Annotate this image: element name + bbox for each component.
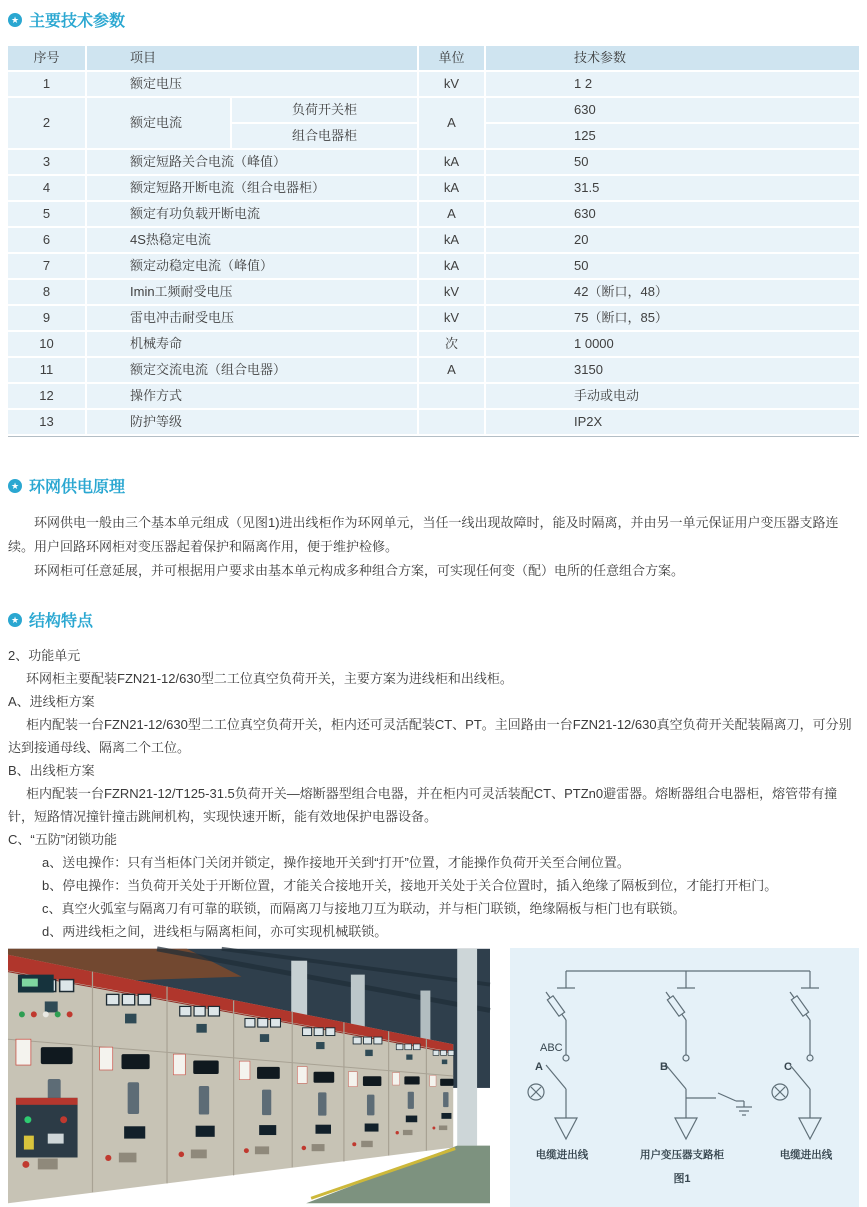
structure-line: C、“五防”闭锁功能 <box>8 832 118 847</box>
section-heading-ring <box>8 474 859 497</box>
row-unit <box>419 384 484 408</box>
table-row <box>8 384 859 408</box>
structure-line: 柜内配装一台FZRN21-12/T125-31.5负荷开关—熔断器型组合电器，并在柜内可灵活装配CT、PTZn0避雷器。熔断器组合电器柜，熔管带有撞针，短路情况撞针撞击跳闸机构，实现快速开断，能有效地保护电器设备。 <box>8 786 838 824</box>
section-bullet-icon: ★ <box>8 613 22 627</box>
row-item: 额定电压 <box>87 72 417 96</box>
phase-label: ABC <box>540 1042 563 1054</box>
table-row <box>8 358 859 382</box>
row-item: Imin工频耐受电压 <box>87 280 417 304</box>
section-title-tech: 主要技术参数 <box>29 13 126 30</box>
section-title-ring: 环网供电原理 <box>29 479 126 496</box>
row-param: 1 0000 <box>486 332 859 356</box>
sub-value: 125 <box>486 124 859 148</box>
row-param: 75（断口，85） <box>486 306 859 330</box>
section-heading-structure <box>8 608 859 631</box>
row-item: 操作方式 <box>87 384 417 408</box>
table-row <box>8 228 859 252</box>
structure-line: d、两进线柜之间，进线柜与隔离柜间，亦可实现机械联锁。 <box>42 924 388 939</box>
row-no: 10 <box>8 332 85 356</box>
branch-a-caption: 电缆进出线 <box>535 1149 589 1161</box>
row-no: 11 <box>8 358 85 382</box>
structure-line: a、送电操作：只有当柜体门关闭并锁定，操作接地开关到“打开”位置，才能操作负荷开关至合闸位置。 <box>42 855 630 870</box>
structure-features-text <box>8 644 859 943</box>
row-param: 1 2 <box>486 72 859 96</box>
figure-row <box>8 948 859 1207</box>
row-no: 8 <box>8 280 85 304</box>
row-item: 额定短路开断电流（组合电器柜） <box>87 176 417 200</box>
row-param: 50 <box>486 254 859 278</box>
col-header-param: 技术参数 <box>486 46 859 70</box>
row-param: 20 <box>486 228 859 252</box>
branch-b-caption: 用户变压器支路柜 <box>640 1149 724 1161</box>
section-title-structure: 结构特点 <box>29 613 94 630</box>
row-param: 手动或电动 <box>486 384 859 408</box>
row-unit <box>419 410 484 434</box>
row-unit: kA <box>419 228 484 252</box>
row-unit: A <box>419 358 484 382</box>
table-header-row <box>8 46 859 70</box>
col-header-item: 项目 <box>87 46 417 70</box>
sub-value: 630 <box>486 98 859 122</box>
ring-principle-text <box>8 511 859 583</box>
branch-b-label: B <box>660 1061 668 1073</box>
row-param: 50 <box>486 150 859 174</box>
row-item: 额定有功负载开断电流 <box>87 202 417 226</box>
structure-line: c、真空火弧室与隔离刀有可靠的联锁，而隔离刀与接地刀互为联动，并与柜门联锁，绝缘隔板与柜门也有联锁。 <box>42 901 686 916</box>
row-unit: A <box>419 98 484 148</box>
table-row <box>8 150 859 174</box>
branch-c-label: C <box>784 1061 792 1073</box>
structure-line: 柜内配装一台FZN21-12/630型二工位真空负荷开关，柜内还可灵活配装CT、PT。主回路由一台FZN21-12/630真空负荷开关配装隔离刀，可分别达到接通母线、隔离二个工位。 <box>8 717 852 755</box>
sub-item: 组合电器柜 <box>232 124 417 148</box>
structure-line: 2、功能单元 <box>8 648 81 663</box>
table-row <box>8 306 859 330</box>
row-item: 额定动稳定电流（峰值） <box>87 254 417 278</box>
sub-item-column <box>232 98 417 148</box>
row-no: 4 <box>8 176 85 200</box>
circuit-diagram-svg <box>510 948 859 1207</box>
row-unit: kA <box>419 254 484 278</box>
row-item: 额定电流 <box>87 98 230 148</box>
structure-line: b、停电操作：当负荷开关处于开断位置，才能关合接地开关，接地开关处于关合位置时，插入绝缘了隔板到位，才能打开柜门。 <box>42 878 778 893</box>
row-param: IP2X <box>486 410 859 434</box>
row-param: 3150 <box>486 358 859 382</box>
sub-value-column <box>486 98 859 148</box>
table-row <box>8 332 859 356</box>
row-unit: A <box>419 202 484 226</box>
col-header-unit: 单位 <box>419 46 484 70</box>
row-no: 7 <box>8 254 85 278</box>
section-bullet-icon: ★ <box>8 13 22 27</box>
parameters-table <box>8 46 859 437</box>
table-row-rated-current <box>8 98 859 148</box>
row-param: 31.5 <box>486 176 859 200</box>
paragraph: 环网柜可任意延展，并可根据用户要求由基本单元构成多种组合方案，可实现任何变（配）电所的任意组合方案。 <box>34 563 685 578</box>
table-row <box>8 72 859 96</box>
row-no: 6 <box>8 228 85 252</box>
circuit-diagram <box>510 948 859 1207</box>
row-no: 9 <box>8 306 85 330</box>
row-unit: kA <box>419 150 484 174</box>
row-unit: 次 <box>419 332 484 356</box>
row-no: 5 <box>8 202 85 226</box>
structure-line: 环网柜主要配装FZN21-12/630型二工位真空负荷开关，主要方案为进线柜和出线柜。 <box>26 671 513 686</box>
table-row <box>8 280 859 304</box>
section-heading-tech <box>8 8 859 31</box>
table-row <box>8 254 859 278</box>
row-param: 42（断口，48） <box>486 280 859 304</box>
row-unit: kV <box>419 280 484 304</box>
sub-item: 负荷开关柜 <box>232 98 417 122</box>
table-row <box>8 410 859 434</box>
row-no: 2 <box>8 98 85 148</box>
branch-c-caption: 电缆进出线 <box>779 1149 833 1161</box>
row-item: 额定短路关合电流（峰值） <box>87 150 417 174</box>
structure-line: B、出线柜方案 <box>8 763 95 778</box>
row-param: 630 <box>486 202 859 226</box>
row-item: 防护等级 <box>87 410 417 434</box>
row-no: 3 <box>8 150 85 174</box>
row-item: 4S热稳定电流 <box>87 228 417 252</box>
row-item: 额定交流电流（组合电器） <box>87 358 417 382</box>
col-header-no: 序号 <box>8 46 85 70</box>
table-row <box>8 176 859 200</box>
row-no: 1 <box>8 72 85 96</box>
row-item: 机械寿命 <box>87 332 417 356</box>
row-no: 13 <box>8 410 85 434</box>
row-unit: kA <box>419 176 484 200</box>
structure-line: A、进线柜方案 <box>8 694 95 709</box>
row-item: 雷电冲击耐受电压 <box>87 306 417 330</box>
figure-caption: 图1 <box>673 1173 691 1185</box>
switchgear-photo <box>8 948 490 1204</box>
branch-a-label: A <box>535 1061 543 1073</box>
table-row <box>8 202 859 226</box>
switchgear-photo-svg <box>8 948 490 1204</box>
row-unit: kV <box>419 72 484 96</box>
row-unit: kV <box>419 306 484 330</box>
row-no: 12 <box>8 384 85 408</box>
paragraph: 环网供电一般由三个基本单元组成（见图1)进出线柜作为环网单元，当任一线出现故障时，能及时隔离，并由另一单元保证用户变压器支路连续。用户回路环网柜对变压器起着保护和隔离作用，便于维护检修。 <box>8 515 839 554</box>
section-bullet-icon: ★ <box>8 479 22 493</box>
